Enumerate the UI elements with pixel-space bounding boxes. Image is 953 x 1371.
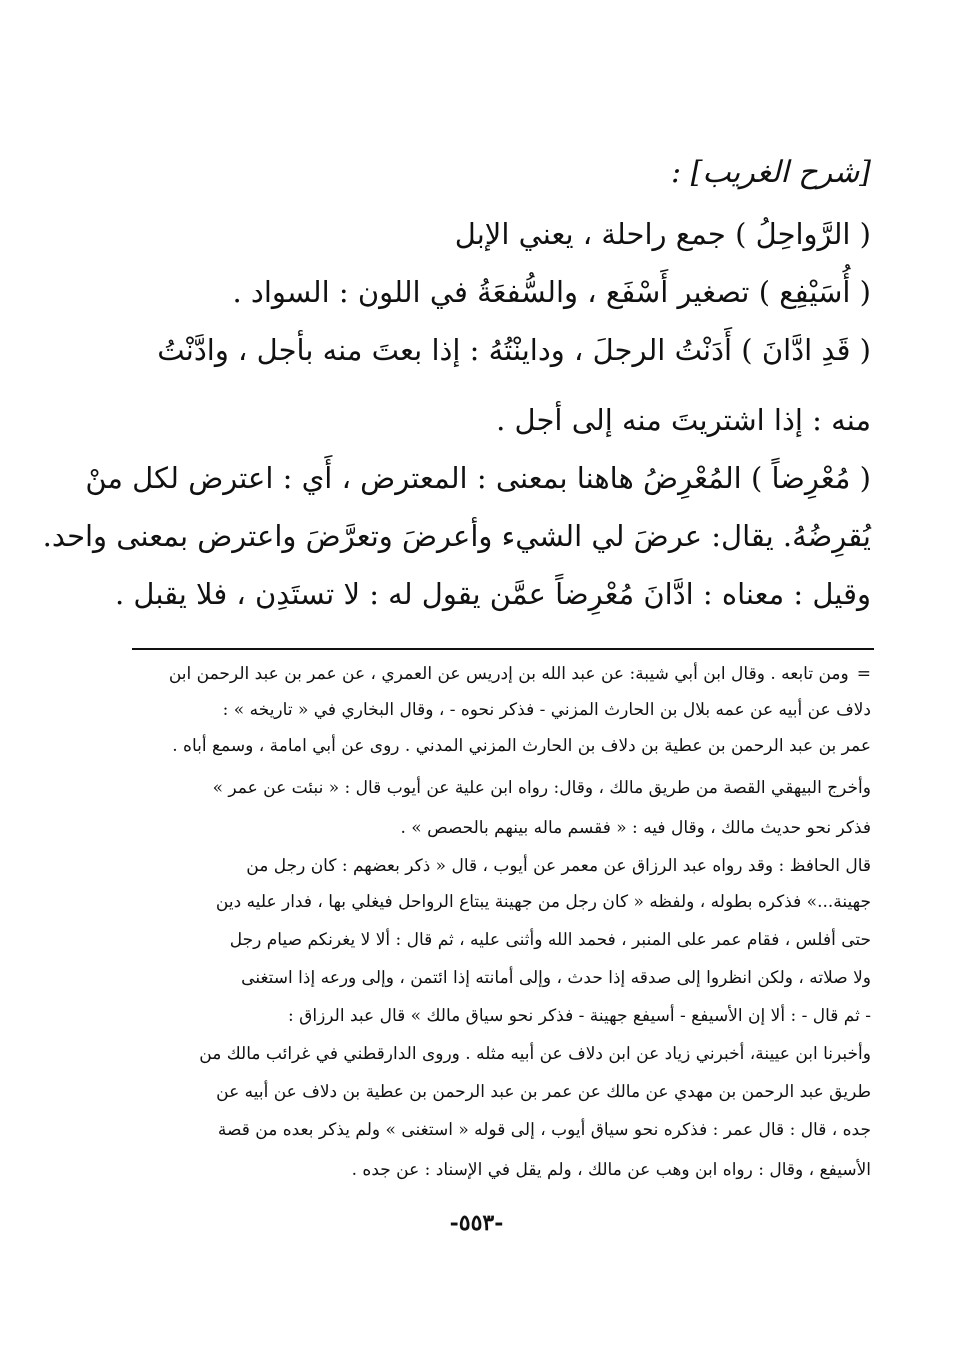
footnote-line-3: عمر بن عبد الرحمن بن عطية بن دلاف بن الحارث المزني المدني . روى عن أبي امامة ، وسمع أباه . xyxy=(172,736,871,756)
footnote-line-12: طريق عبد الرحمن بن مهدي عن مالك عن عمر بن عبد الرحمن بن عطية بن دلاف عن أبيه عن xyxy=(216,1082,871,1102)
footnote-line-10: - ثم قال - : ألا إن الأسيفع - أسيفع جهينة - فذكر نحو سياق مالك » قال عبد الرزاق : xyxy=(288,1006,871,1026)
main-line-7: وقيل : معناه : ادَّانَ مُعْرِضاً عمَّن يقول له : لا تستَدِن ، فلا يقبل . xyxy=(114,577,871,611)
footnote-line-9: ولا صلاته ، ولكن انظروا إلى صدقه إذا حدث ، وإلى أمانته إذا ائتمن ، وإلى ورعه إذا استغنى xyxy=(241,968,871,988)
main-line-3: ( قَدِ ادَّانَ ) أَدَنْتُ الرجلَ ، وداينْتُهُ : إذا بعتَ منه بأجل ، وادَّنْتُ xyxy=(157,333,871,367)
footnote-line-1 xyxy=(131,662,871,686)
footnote-line-13: جده ، قال : قال عمر : فذكره نحو سياق أيوب ، إلى قوله « استغنى » ولم يذكر بعده من قصة xyxy=(217,1120,871,1140)
main-line-4: منه : إذا اشتريتَ منه إلى أجل . xyxy=(496,403,871,437)
page-number: -٥٥٣- xyxy=(449,1210,504,1236)
section-heading: [شرح الغريب] : xyxy=(671,155,871,190)
footnote-line-5: فذكر نحو حديث مالك ، وقال فيه : « فقسم ماله بينهم بالحصص » . xyxy=(400,818,871,838)
footnote-separator xyxy=(132,648,874,650)
main-line-6: يُقرِضُهُ. يقال: عرضَ لي الشيء وأعرضَ وتعرَّضَ واعترض بمعنى واحد. xyxy=(42,519,871,553)
continuation-marker: = xyxy=(856,664,871,684)
main-line-2: ( أُسَيْفِع ) تصغير أَسْفَع ، والسُّفعَةُ في اللون : السواد . xyxy=(232,275,871,309)
footnote-line-6: قال الحافظ : وقد رواه عبد الرزاق عن معمر عن أيوب ، قال « ذكر بعضهم : كان رجل من xyxy=(246,856,871,876)
footnote-line-14: الأسيفع ، وقال : رواه ابن وهب عن مالك ، ولم يقل في الإسناد : عن جده . xyxy=(351,1160,871,1180)
main-line-5: ( مُعْرِضاً ) المُعْرِضُ هاهنا بمعنى : المعترض ، أَي : اعترض لكل منْ xyxy=(85,461,871,495)
footnote-line-4: وأخرج البيهقي القصة من طريق مالك ، وقال: رواه ابن علية عن أيوب قال : « نبئت عن عمر » xyxy=(212,778,871,798)
footnote-line-1-text: ومن تابعه . وقال ابن أبي شيبة: عن عبد الله بن إدريس عن العمري ، عن عمر بن عبد الرحمن ابن xyxy=(168,664,849,684)
footnote-line-7: جهينة...» فذكره بطوله ، ولفظه « كان رجل من جهينة يبتاع الرواحل فيغلي بها ، فدار عليه دين xyxy=(215,892,871,912)
footnote-line-11: وأخبرنا ابن عيينة، أخبرني زياد عن ابن دلاف عن أبيه مثله . وروى الدارقطني في غرائب مالك من xyxy=(199,1044,871,1064)
footnote-line-8: حتى أفلس ، فقام عمر على المنبر ، فحمد الله وأثنى عليه ، ثم قال : ألا لا يغرنكم صيام رجل xyxy=(229,930,871,950)
footnote-line-2: دلاف عن أبيه عن عمه بلال بن الحارث المزني - فذكر نحوه - ، وقال البخاري في « تاريخه » : xyxy=(222,700,871,720)
main-line-1: ( الرَّواحِلُ ) جمع راحلة ، يعني الإبل xyxy=(454,217,871,251)
